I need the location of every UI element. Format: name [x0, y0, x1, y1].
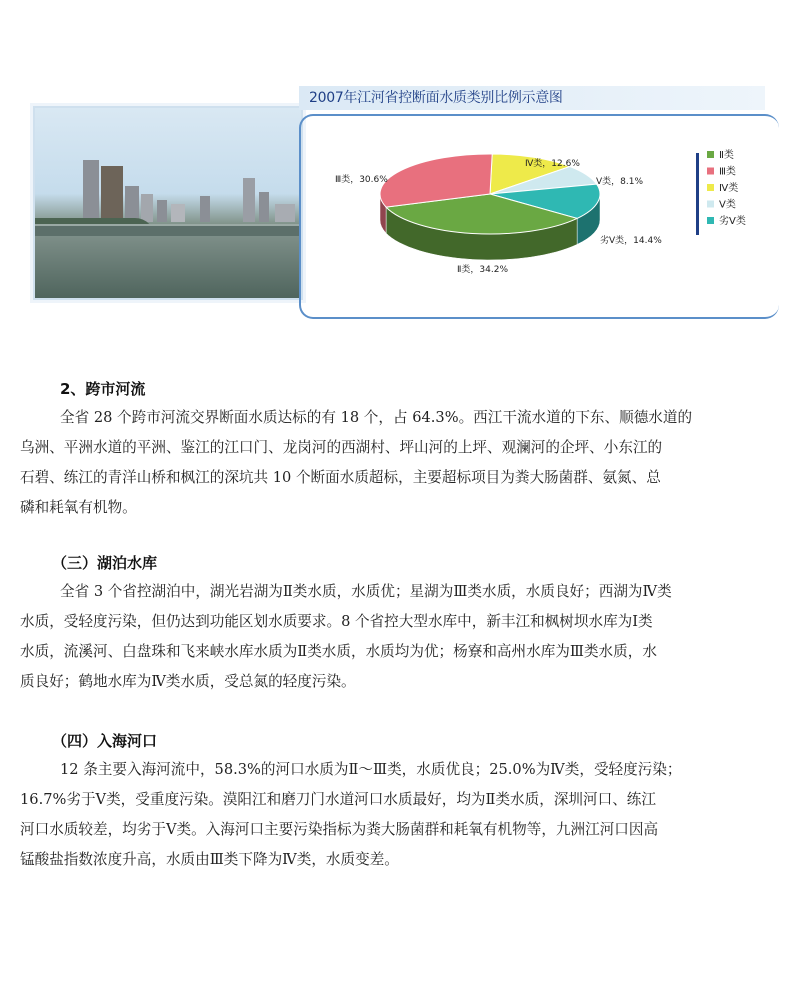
section-heading-estuaries: （四）入海河口	[52, 732, 158, 750]
pie-slices	[380, 154, 600, 260]
legend-label: Ⅲ类	[719, 166, 736, 178]
legend-swatch	[707, 168, 714, 175]
building	[275, 204, 295, 222]
section-heading-cross-city-rivers: 2、跨市河流	[60, 380, 146, 398]
slice-label-worse-v: 劣Ⅴ类，14.4%	[600, 236, 662, 246]
paragraph-line: 乌洲、平洲水道的平洲、鉴江的江口门、龙岗河的西湖村、坪山河的上坪、观澜河的企坪、小东江的	[20, 439, 663, 456]
paragraph-line: 河口水质较差，均劣于Ⅴ类。入海河口主要污染指标为粪大肠菌群和耗氧有机物等，九洲江河口因高	[20, 821, 659, 838]
building	[259, 192, 269, 222]
pie-chart-svg	[299, 86, 765, 321]
slice-label-v: Ⅴ类，8.1%	[596, 177, 644, 187]
building	[101, 166, 123, 222]
paragraph-line: 磷和耗氧有机物。	[20, 499, 137, 516]
paragraph-line: 锰酸盐指数浓度升高，水质由Ⅲ类下降为Ⅳ类，水质变差。	[20, 851, 399, 868]
legend-swatch	[707, 217, 714, 224]
report-text	[20, 375, 765, 875]
legend-label: Ⅴ类	[719, 199, 736, 211]
paragraph-line: 水质，流溪河、白盘珠和飞来峡水库水质为Ⅱ类水质，水质均为优；杨寮和高州水库为Ⅲ类水质，水	[20, 643, 657, 660]
legend-label: 劣Ⅴ类	[719, 216, 746, 227]
paragraph-line: 16.7%劣于Ⅴ类，受重度污染。漠阳江和磨刀门水道河口水质最好，均为Ⅱ类水质，深圳河口、练江	[20, 791, 656, 808]
legend-swatch	[707, 151, 714, 158]
river-water	[35, 236, 301, 298]
paragraph-line: 全省 3 个省控湖泊中，湖光岩湖为Ⅱ类水质，水质优；星湖为Ⅲ类水质，水质良好；西湖为Ⅳ类	[60, 583, 672, 600]
building	[125, 186, 139, 222]
section-heading-lakes-reservoirs: （三）湖泊水库	[52, 554, 158, 572]
building	[243, 178, 255, 222]
building	[141, 194, 153, 222]
slice-label-iii: Ⅲ类，30.6%	[335, 175, 388, 185]
paragraph-line: 石碧、练江的青洋山桥和枫江的深坑共 10 个断面水质超标，主要超标项目为粪大肠菌群、氨氮、总	[20, 469, 661, 486]
pie-chart-figure	[299, 86, 765, 321]
chart-legend	[707, 148, 746, 227]
building	[200, 196, 210, 222]
chart-title: 2007年江河省控断面水质类别比例示意图	[299, 86, 765, 110]
legend-swatch	[707, 184, 714, 191]
legend-label: Ⅱ类	[719, 150, 734, 161]
building	[171, 204, 185, 222]
bridge	[35, 224, 301, 236]
paragraph-line: 水质，受轻度污染，但仍达到功能区划水质要求。8 个省控大型水库中，新丰江和枫树坝水库为Ⅰ类	[20, 613, 653, 630]
city-river-photo	[33, 106, 303, 300]
building	[83, 160, 99, 222]
legend-bar	[696, 153, 699, 235]
building	[157, 200, 167, 222]
slice-label-iv: Ⅳ类，12.6%	[525, 159, 580, 169]
paragraph-line: 全省 28 个跨市河流交界断面水质达标的有 18 个，占 64.3%。西江干流水道的下东、顺德水道的	[60, 409, 693, 426]
slice-label-ii: Ⅱ类，34.2%	[457, 265, 509, 275]
paragraph-line: 质良好；鹤地水库为Ⅳ类水质，受总氮的轻度污染。	[20, 673, 356, 690]
legend-swatch	[707, 201, 714, 208]
paragraph-line: 12 条主要入海河流中，58.3%的河口水质为Ⅱ～Ⅲ类，水质优良；25.0%为Ⅳ类，受轻度污染；	[60, 761, 682, 778]
legend-label: Ⅳ类	[719, 183, 739, 194]
